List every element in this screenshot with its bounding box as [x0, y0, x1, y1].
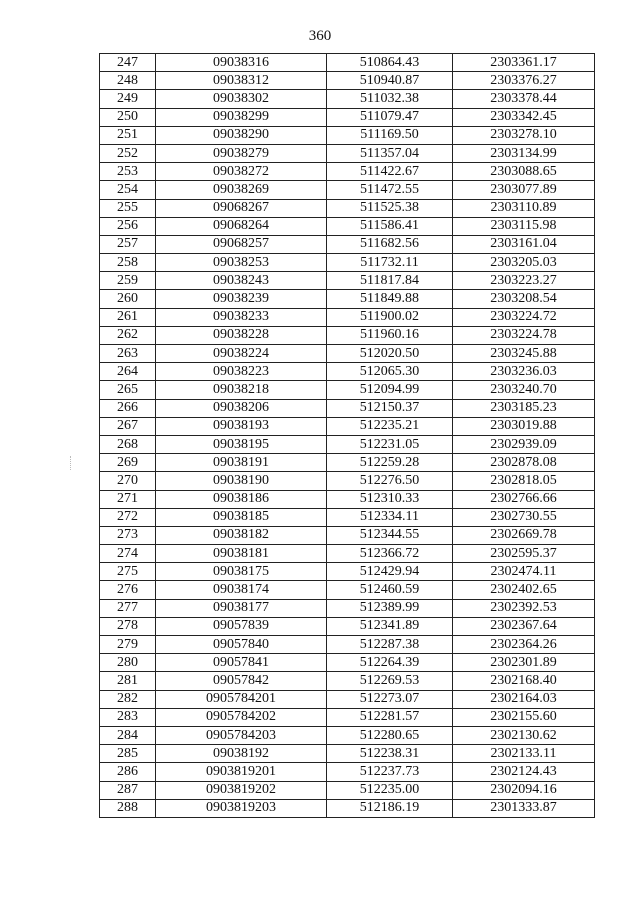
table-row: [100, 745, 595, 763]
table-row: [100, 472, 595, 490]
y-coordinate-cell: 2302130.62: [453, 726, 595, 744]
parcel-id-cell: 09038223: [156, 363, 327, 381]
parcel-id-cell: 09057840: [156, 636, 327, 654]
table-row: [100, 545, 595, 563]
margin-mark: [70, 456, 72, 470]
table-row: [100, 217, 595, 235]
x-coordinate-cell: 512264.39: [327, 654, 453, 672]
x-coordinate-cell: 512235.21: [327, 417, 453, 435]
x-coordinate-cell: 511960.16: [327, 326, 453, 344]
y-coordinate-cell: 2303115.98: [453, 217, 595, 235]
row-index-cell: 283: [100, 708, 156, 726]
x-coordinate-cell: 511169.50: [327, 126, 453, 144]
table-row: [100, 326, 595, 344]
table-row: [100, 636, 595, 654]
table-row: [100, 581, 595, 599]
y-coordinate-cell: 2302474.11: [453, 563, 595, 581]
x-coordinate-cell: 512287.38: [327, 636, 453, 654]
parcel-id-cell: 09038174: [156, 581, 327, 599]
parcel-id-cell: 09038190: [156, 472, 327, 490]
y-coordinate-cell: 2303088.65: [453, 163, 595, 181]
table-row: [100, 781, 595, 799]
y-coordinate-cell: 2302094.16: [453, 781, 595, 799]
row-index-cell: 270: [100, 472, 156, 490]
parcel-id-cell: 0905784202: [156, 708, 327, 726]
parcel-id-cell: 0905784201: [156, 690, 327, 708]
row-index-cell: 252: [100, 144, 156, 162]
x-coordinate-cell: 512237.73: [327, 763, 453, 781]
table-row: [100, 363, 595, 381]
row-index-cell: 274: [100, 545, 156, 563]
table-row: [100, 345, 595, 363]
x-coordinate-cell: 512389.99: [327, 599, 453, 617]
row-index-cell: 258: [100, 254, 156, 272]
table-row: [100, 799, 595, 817]
row-index-cell: 260: [100, 290, 156, 308]
table-row: [100, 199, 595, 217]
row-index-cell: 254: [100, 181, 156, 199]
table-row: [100, 144, 595, 162]
table-row: [100, 72, 595, 90]
row-index-cell: 282: [100, 690, 156, 708]
x-coordinate-cell: 510864.43: [327, 54, 453, 72]
table-row: [100, 254, 595, 272]
row-index-cell: 247: [100, 54, 156, 72]
y-coordinate-cell: 2303161.04: [453, 235, 595, 253]
table-row: [100, 454, 595, 472]
y-coordinate-cell: 2303208.54: [453, 290, 595, 308]
x-coordinate-cell: 511032.38: [327, 90, 453, 108]
x-coordinate-cell: 512460.59: [327, 581, 453, 599]
parcel-id-cell: 09038175: [156, 563, 327, 581]
row-index-cell: 275: [100, 563, 156, 581]
x-coordinate-cell: 512238.31: [327, 745, 453, 763]
parcel-id-cell: 09068257: [156, 235, 327, 253]
parcel-id-cell: 0905784203: [156, 726, 327, 744]
row-index-cell: 266: [100, 399, 156, 417]
table-row: [100, 235, 595, 253]
y-coordinate-cell: 2301333.87: [453, 799, 595, 817]
y-coordinate-cell: 2302730.55: [453, 508, 595, 526]
table-row: [100, 654, 595, 672]
parcel-id-cell: 0903819203: [156, 799, 327, 817]
y-coordinate-cell: 2303245.88: [453, 345, 595, 363]
coordinates-table: [99, 53, 595, 818]
table-row: [100, 708, 595, 726]
row-index-cell: 257: [100, 235, 156, 253]
row-index-cell: 276: [100, 581, 156, 599]
row-index-cell: 255: [100, 199, 156, 217]
parcel-id-cell: 09068264: [156, 217, 327, 235]
y-coordinate-cell: 2303185.23: [453, 399, 595, 417]
x-coordinate-cell: 511357.04: [327, 144, 453, 162]
row-index-cell: 261: [100, 308, 156, 326]
row-index-cell: 279: [100, 636, 156, 654]
row-index-cell: 251: [100, 126, 156, 144]
y-coordinate-cell: 2302164.03: [453, 690, 595, 708]
x-coordinate-cell: 512281.57: [327, 708, 453, 726]
row-index-cell: 263: [100, 345, 156, 363]
table-row: [100, 308, 595, 326]
row-index-cell: 250: [100, 108, 156, 126]
table-row: [100, 381, 595, 399]
table-row: [100, 526, 595, 544]
x-coordinate-cell: 512269.53: [327, 672, 453, 690]
x-coordinate-cell: 512341.89: [327, 617, 453, 635]
parcel-id-cell: 09038243: [156, 272, 327, 290]
y-coordinate-cell: 2303236.03: [453, 363, 595, 381]
y-coordinate-cell: 2302392.53: [453, 599, 595, 617]
parcel-id-cell: 09038290: [156, 126, 327, 144]
y-coordinate-cell: 2303224.72: [453, 308, 595, 326]
parcel-id-cell: 09038193: [156, 417, 327, 435]
row-index-cell: 248: [100, 72, 156, 90]
x-coordinate-cell: 511849.88: [327, 290, 453, 308]
page-number: 360: [308, 28, 332, 44]
x-coordinate-cell: 512094.99: [327, 381, 453, 399]
table-row: [100, 763, 595, 781]
table-row: [100, 690, 595, 708]
y-coordinate-cell: 2303361.17: [453, 54, 595, 72]
row-index-cell: 267: [100, 417, 156, 435]
row-index-cell: 286: [100, 763, 156, 781]
table-row: [100, 563, 595, 581]
y-coordinate-cell: 2303019.88: [453, 417, 595, 435]
x-coordinate-cell: 511900.02: [327, 308, 453, 326]
parcel-id-cell: 09038239: [156, 290, 327, 308]
x-coordinate-cell: 512310.33: [327, 490, 453, 508]
x-coordinate-cell: 512344.55: [327, 526, 453, 544]
row-index-cell: 265: [100, 381, 156, 399]
table-row: [100, 290, 595, 308]
y-coordinate-cell: 2303378.44: [453, 90, 595, 108]
table-row: [100, 435, 595, 453]
table-row: [100, 726, 595, 744]
y-coordinate-cell: 2303278.10: [453, 126, 595, 144]
parcel-id-cell: 09038228: [156, 326, 327, 344]
y-coordinate-cell: 2302155.60: [453, 708, 595, 726]
parcel-id-cell: 09038269: [156, 181, 327, 199]
table-row: [100, 617, 595, 635]
y-coordinate-cell: 2302402.65: [453, 581, 595, 599]
y-coordinate-cell: 2302669.78: [453, 526, 595, 544]
parcel-id-cell: 09038185: [156, 508, 327, 526]
row-index-cell: 268: [100, 435, 156, 453]
row-index-cell: 256: [100, 217, 156, 235]
y-coordinate-cell: 2303077.89: [453, 181, 595, 199]
y-coordinate-cell: 2302133.11: [453, 745, 595, 763]
parcel-id-cell: 09038312: [156, 72, 327, 90]
parcel-id-cell: 09038299: [156, 108, 327, 126]
parcel-id-cell: 09038253: [156, 254, 327, 272]
x-coordinate-cell: 512150.37: [327, 399, 453, 417]
row-index-cell: 269: [100, 454, 156, 472]
parcel-id-cell: 09038206: [156, 399, 327, 417]
row-index-cell: 272: [100, 508, 156, 526]
table-row: [100, 599, 595, 617]
y-coordinate-cell: 2303240.70: [453, 381, 595, 399]
y-coordinate-cell: 2303376.27: [453, 72, 595, 90]
parcel-id-cell: 09068267: [156, 199, 327, 217]
parcel-id-cell: 09038181: [156, 545, 327, 563]
parcel-id-cell: 09038272: [156, 163, 327, 181]
parcel-id-cell: 09038302: [156, 90, 327, 108]
row-index-cell: 285: [100, 745, 156, 763]
row-index-cell: 273: [100, 526, 156, 544]
x-coordinate-cell: 512065.30: [327, 363, 453, 381]
x-coordinate-cell: 512366.72: [327, 545, 453, 563]
parcel-id-cell: 09057841: [156, 654, 327, 672]
x-coordinate-cell: 512231.05: [327, 435, 453, 453]
x-coordinate-cell: 512186.19: [327, 799, 453, 817]
table-row: [100, 672, 595, 690]
parcel-id-cell: 09038192: [156, 745, 327, 763]
x-coordinate-cell: 512235.00: [327, 781, 453, 799]
y-coordinate-cell: 2302301.89: [453, 654, 595, 672]
parcel-id-cell: 0903819201: [156, 763, 327, 781]
row-index-cell: 288: [100, 799, 156, 817]
x-coordinate-cell: 511586.41: [327, 217, 453, 235]
x-coordinate-cell: 511079.47: [327, 108, 453, 126]
x-coordinate-cell: 512334.11: [327, 508, 453, 526]
parcel-id-cell: 09057839: [156, 617, 327, 635]
y-coordinate-cell: 2302939.09: [453, 435, 595, 453]
table-row: [100, 417, 595, 435]
x-coordinate-cell: 511817.84: [327, 272, 453, 290]
parcel-id-cell: 09038279: [156, 144, 327, 162]
table-row: [100, 54, 595, 72]
x-coordinate-cell: 512276.50: [327, 472, 453, 490]
x-coordinate-cell: 512259.28: [327, 454, 453, 472]
row-index-cell: 253: [100, 163, 156, 181]
parcel-id-cell: 09038316: [156, 54, 327, 72]
x-coordinate-cell: 511422.67: [327, 163, 453, 181]
x-coordinate-cell: 510940.87: [327, 72, 453, 90]
row-index-cell: 249: [100, 90, 156, 108]
table-row: [100, 272, 595, 290]
row-index-cell: 284: [100, 726, 156, 744]
y-coordinate-cell: 2302367.64: [453, 617, 595, 635]
x-coordinate-cell: 511732.11: [327, 254, 453, 272]
row-index-cell: 271: [100, 490, 156, 508]
parcel-id-cell: 09057842: [156, 672, 327, 690]
y-coordinate-cell: 2302168.40: [453, 672, 595, 690]
y-coordinate-cell: 2302124.43: [453, 763, 595, 781]
row-index-cell: 262: [100, 326, 156, 344]
y-coordinate-cell: 2302766.66: [453, 490, 595, 508]
x-coordinate-cell: 511682.56: [327, 235, 453, 253]
table-row: [100, 90, 595, 108]
parcel-id-cell: 09038224: [156, 345, 327, 363]
table-row: [100, 108, 595, 126]
x-coordinate-cell: 511472.55: [327, 181, 453, 199]
y-coordinate-cell: 2302595.37: [453, 545, 595, 563]
row-index-cell: 278: [100, 617, 156, 635]
parcel-id-cell: 09038195: [156, 435, 327, 453]
row-index-cell: 264: [100, 363, 156, 381]
table-row: [100, 490, 595, 508]
y-coordinate-cell: 2303110.89: [453, 199, 595, 217]
y-coordinate-cell: 2303134.99: [453, 144, 595, 162]
x-coordinate-cell: 512273.07: [327, 690, 453, 708]
parcel-id-cell: 09038218: [156, 381, 327, 399]
x-coordinate-cell: 511525.38: [327, 199, 453, 217]
parcel-id-cell: 09038191: [156, 454, 327, 472]
parcel-id-cell: 09038186: [156, 490, 327, 508]
y-coordinate-cell: 2303205.03: [453, 254, 595, 272]
table-row: [100, 399, 595, 417]
table-body: [100, 54, 595, 818]
row-index-cell: 259: [100, 272, 156, 290]
row-index-cell: 277: [100, 599, 156, 617]
y-coordinate-cell: 2303342.45: [453, 108, 595, 126]
row-index-cell: 287: [100, 781, 156, 799]
table-row: [100, 126, 595, 144]
y-coordinate-cell: 2303224.78: [453, 326, 595, 344]
row-index-cell: 280: [100, 654, 156, 672]
table-row: [100, 508, 595, 526]
x-coordinate-cell: 512280.65: [327, 726, 453, 744]
table-row: [100, 163, 595, 181]
parcel-id-cell: 09038233: [156, 308, 327, 326]
y-coordinate-cell: 2302818.05: [453, 472, 595, 490]
y-coordinate-cell: 2303223.27: [453, 272, 595, 290]
table-row: [100, 181, 595, 199]
y-coordinate-cell: 2302878.08: [453, 454, 595, 472]
y-coordinate-cell: 2302364.26: [453, 636, 595, 654]
x-coordinate-cell: 512020.50: [327, 345, 453, 363]
parcel-id-cell: 09038182: [156, 526, 327, 544]
row-index-cell: 281: [100, 672, 156, 690]
parcel-id-cell: 0903819202: [156, 781, 327, 799]
parcel-id-cell: 09038177: [156, 599, 327, 617]
x-coordinate-cell: 512429.94: [327, 563, 453, 581]
